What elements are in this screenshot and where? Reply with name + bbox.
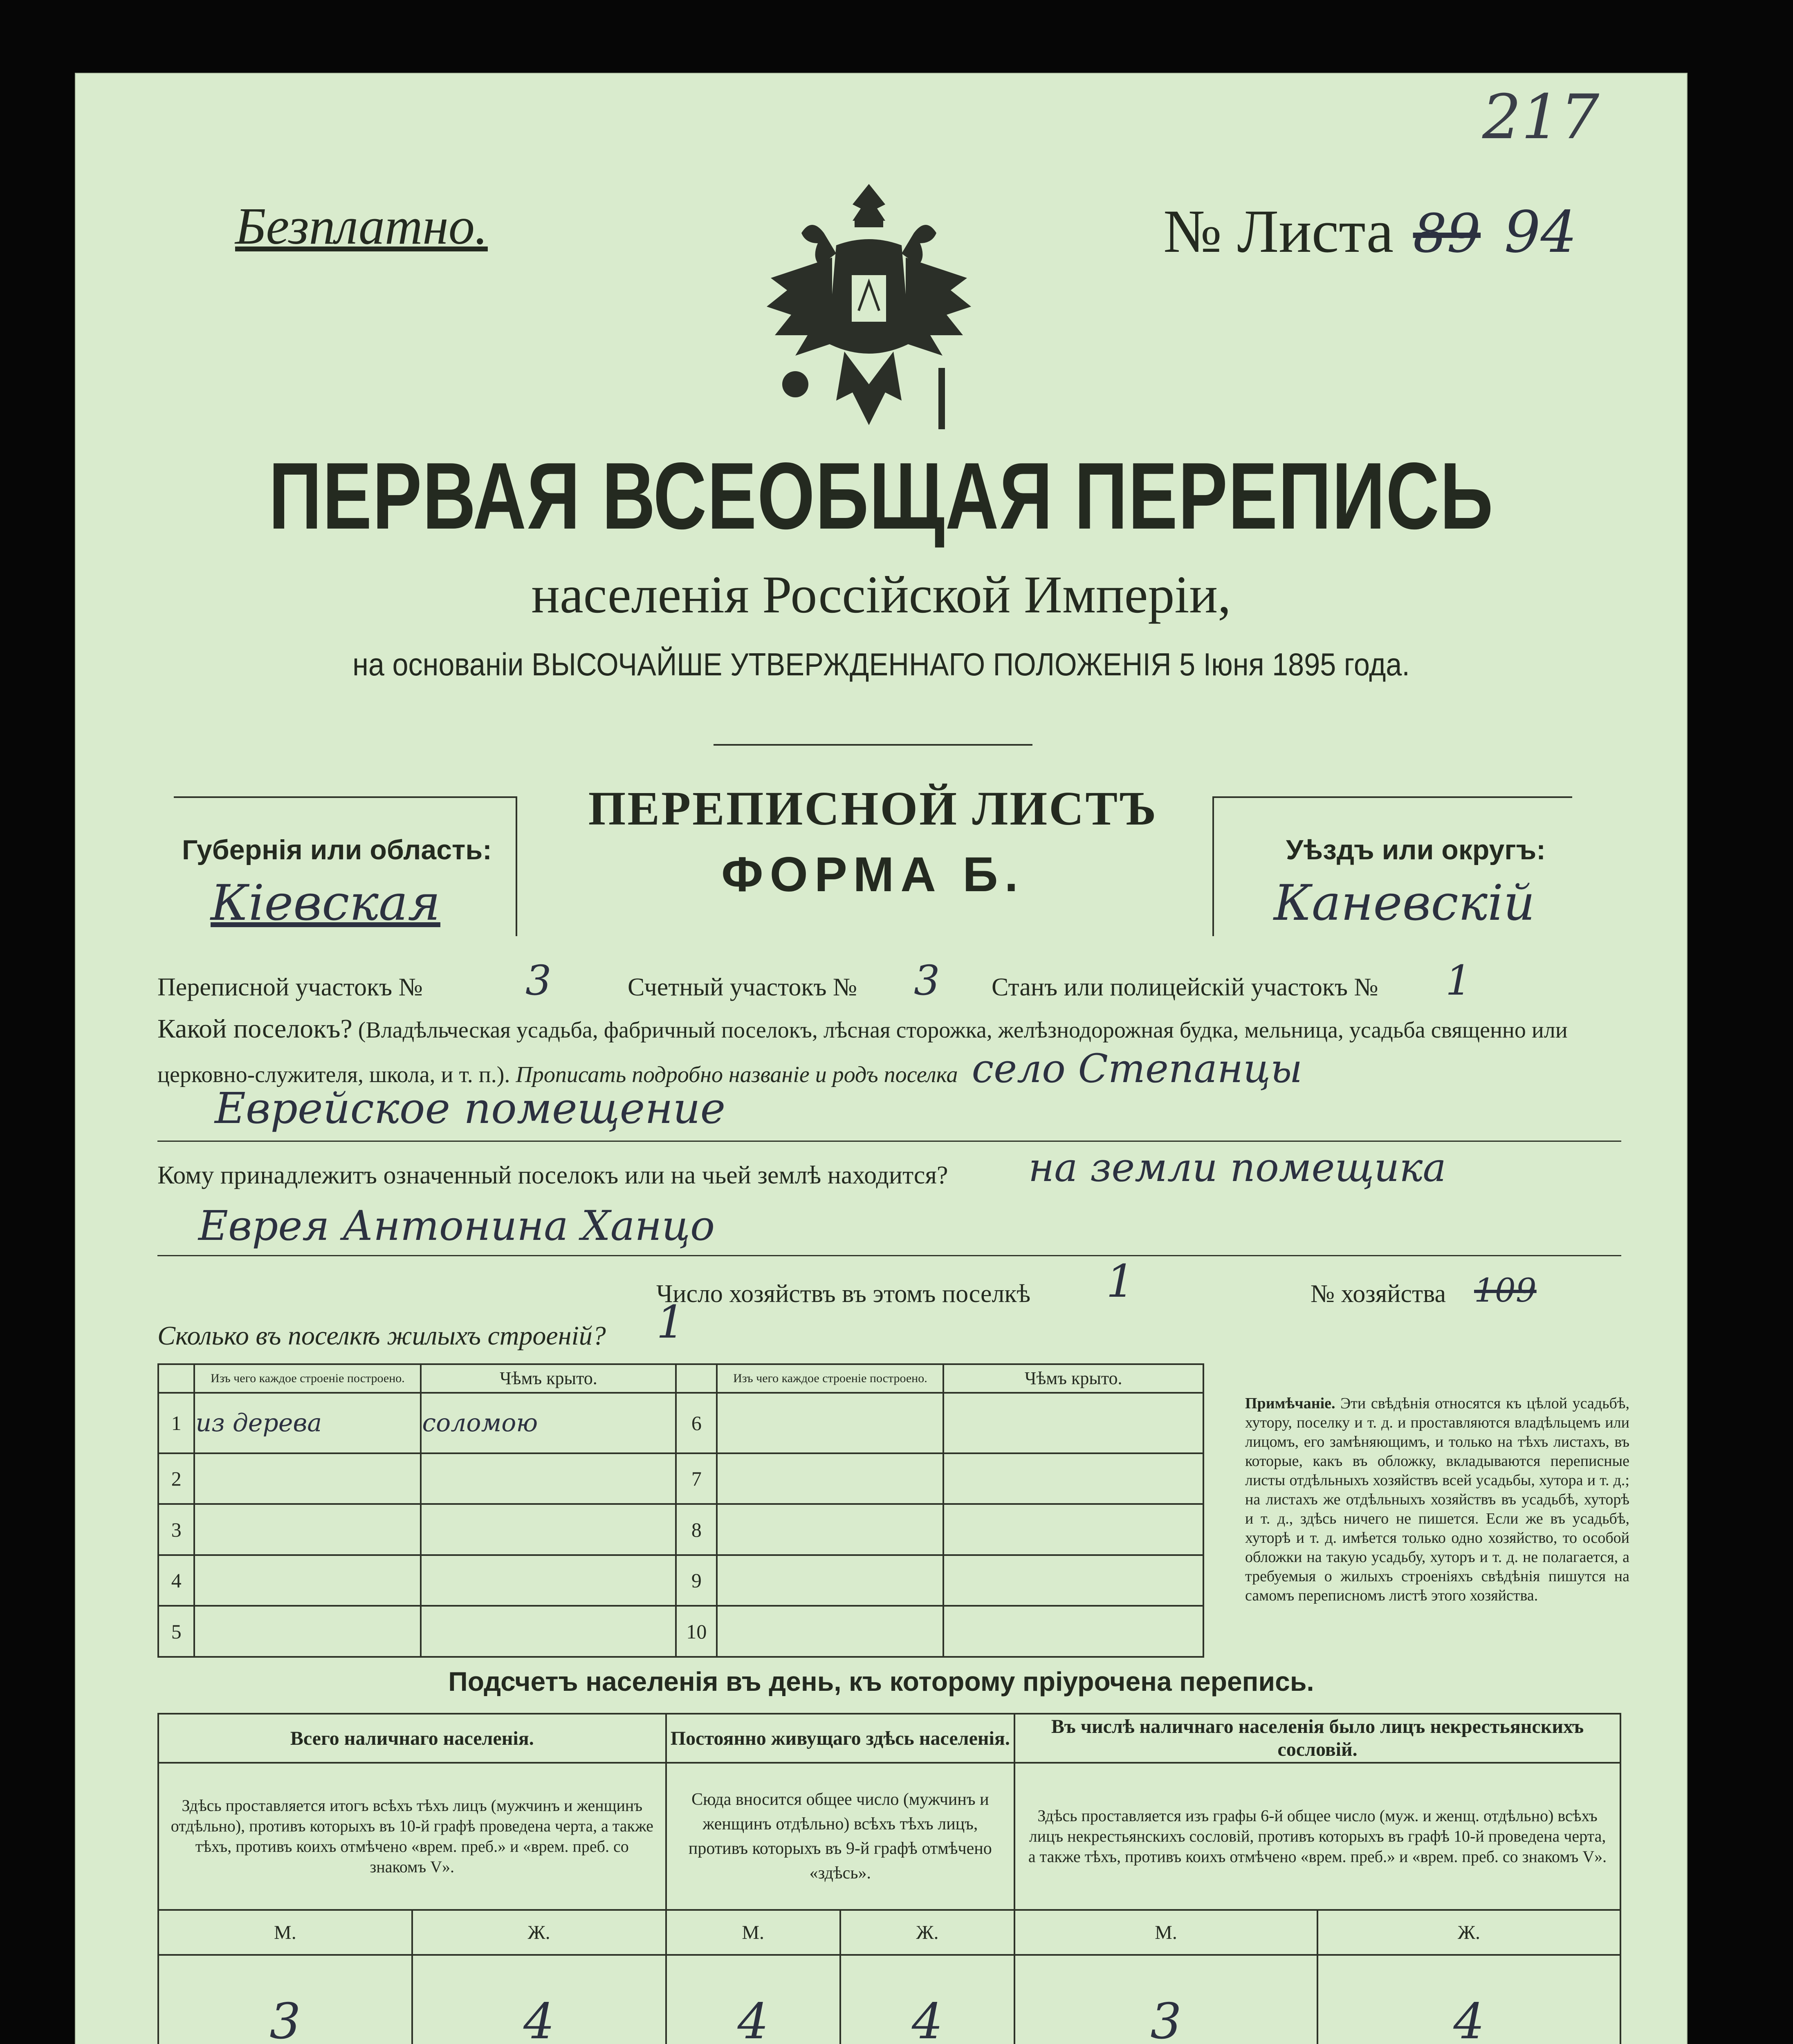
census-area-label: Переписной участокъ № bbox=[157, 973, 423, 1001]
settlement-label: Какой поселокъ? bbox=[157, 1014, 352, 1044]
population-table bbox=[157, 1713, 1621, 2044]
col1-desc: Здѣсь проставляется итогъ всѣхъ тѣхъ лицъ (мужчинъ и женщинъ отдѣльно), противъ которыхъ въ 10-й графѣ проведена черта, а также тѣхъ, противъ коихъ отмѣчено «врем. преб.» и «врем. преб. со знакомъ V». bbox=[158, 1763, 666, 1910]
household-number-value: 109 bbox=[1474, 1271, 1537, 1309]
row-number: 4 bbox=[158, 1555, 194, 1606]
police-area-value: 1 bbox=[1445, 957, 1472, 1004]
row-number: 9 bbox=[676, 1555, 717, 1606]
col-roof-left: Чѣмъ крыто. bbox=[421, 1364, 676, 1393]
table-row bbox=[158, 1504, 1203, 1555]
roof-cell bbox=[421, 1606, 676, 1657]
value-resident-m: 4 bbox=[666, 1955, 840, 2044]
province-box-top bbox=[174, 796, 517, 798]
count-area-value: 3 bbox=[914, 957, 940, 1004]
built-cell bbox=[194, 1555, 421, 1606]
table-row bbox=[158, 1606, 1203, 1657]
m-label: М. bbox=[666, 1910, 840, 1955]
roof-cell: соломою bbox=[421, 1393, 676, 1453]
count-area-label: Счетный участокъ № bbox=[628, 973, 857, 1001]
row-number: 1 bbox=[158, 1393, 194, 1453]
built-cell bbox=[194, 1606, 421, 1657]
population-title: Подсчетъ населенія въ день, къ которому пріурочена перепись. bbox=[448, 1666, 1314, 1697]
main-title: ПЕРВАЯ ВСЕОБЩАЯ ПЕРЕПИСЬ bbox=[268, 443, 1494, 549]
col-built-right: Изъ чего каждое строеніе построено. bbox=[717, 1364, 943, 1393]
built-cell bbox=[194, 1504, 421, 1555]
col2-desc: Сюда вносится общее число (мужчинъ и женщинъ отдѣльно) всѣхъ тѣхъ лицъ, противъ которыхъ въ 9-й графѣ отмѣчено «здѣсь». bbox=[666, 1763, 1015, 1910]
row-number: 8 bbox=[676, 1504, 717, 1555]
col3-head: Въ числѣ наличнаго населенія было лицъ некрестьянскихъ сословій. bbox=[1014, 1714, 1620, 1763]
built-cell bbox=[194, 1453, 421, 1504]
buildings-label: Сколько въ поселкѣ жилыхъ строеній? bbox=[157, 1321, 606, 1351]
m-label: М. bbox=[1014, 1910, 1317, 1955]
value-resident-f: 4 bbox=[840, 1955, 1014, 2044]
col-roof-right: Чѣмъ крыто. bbox=[943, 1364, 1203, 1393]
note bbox=[1245, 1394, 1629, 1605]
row-number: 2 bbox=[158, 1453, 194, 1504]
settlement-block bbox=[157, 1010, 1625, 1094]
owner-label: Кому принадлежитъ означенный поселокъ или на чьей землѣ находится? bbox=[157, 1161, 948, 1189]
sheet-number bbox=[1163, 196, 1577, 267]
double-headed-eagle-icon bbox=[763, 172, 975, 442]
police-area-label: Станъ или полицейскій участокъ № bbox=[992, 973, 1378, 1001]
sheet-number-crossed: 89 bbox=[1413, 202, 1481, 264]
district-value: Каневскій bbox=[1274, 875, 1535, 932]
table-row bbox=[158, 1555, 1203, 1606]
form-title: ПЕРЕПИСНОЙ ЛИСТЪ bbox=[588, 782, 1158, 835]
census-area-value: 3 bbox=[525, 957, 552, 1004]
archive-number: 217 bbox=[1482, 82, 1600, 153]
f-label: Ж. bbox=[412, 1910, 666, 1955]
sheet-number-label: № Листа bbox=[1163, 197, 1394, 265]
province-box-right bbox=[516, 797, 517, 936]
settlement-hint-2: Прописать подробно названіе и родъ поселка bbox=[516, 1062, 958, 1087]
owner-value-2: Еврея Антонина Ханцо bbox=[198, 1202, 715, 1250]
row-number: 3 bbox=[158, 1504, 194, 1555]
row-number: 10 bbox=[676, 1606, 717, 1657]
district-label: Уѣздъ или округъ: bbox=[1286, 834, 1546, 865]
owner-value-1: на земли помещика bbox=[1028, 1145, 1446, 1190]
settlement-hint: (Владѣльческая усадьба, фабричный поселокъ, лѣсная сторожка, желѣзнодорожная будка, мельница, усадьба священно или церковно-служителя, школа, и т. п.). bbox=[157, 1018, 1568, 1087]
roof-cell bbox=[421, 1504, 676, 1555]
row-number: 6 bbox=[676, 1393, 717, 1453]
table-row bbox=[158, 1453, 1203, 1504]
m-label: М. bbox=[158, 1910, 412, 1955]
row-number: 7 bbox=[676, 1453, 717, 1504]
district-box-left bbox=[1212, 797, 1214, 936]
col3-desc: Здѣсь проставляется изъ графы 6-й общее число (муж. и женщ. отдѣльно) всѣхъ лицъ некрестьянскихъ сословій, противъ которыхъ въ графѣ 10-й проведена черта, а также тѣхъ, противъ коихъ отмѣчено «врем. преб.» и «врем. преб. со знакомъ V». bbox=[1014, 1763, 1620, 1910]
households-label: Число хозяйствъ въ этомъ поселкѣ bbox=[656, 1280, 1031, 1308]
buildings-table bbox=[157, 1363, 1204, 1658]
area-row bbox=[157, 957, 1629, 1002]
value-nonpeasant-f: 4 bbox=[1317, 1955, 1620, 2044]
settlement-line bbox=[157, 1141, 1621, 1142]
form-name: ФОРМА Б. bbox=[721, 847, 1025, 902]
note-text: Эти свѣдѣнія относятся къ цѣлой усадьбѣ, хутору, поселку и т. д. и проставляются владѣльцемъ или лицомъ, его замѣняющимъ, и только на тѣхъ листахъ, въ которые, какъ въ обложку, вкладываются переписные листы отдѣльныхъ хозяйствъ всей усадьбы, хутора и т. д.; на листахъ же отдѣльныхъ хозяйствъ въ усадьбѣ, хуторѣ и т. д., здѣсь ничего не пишется. Если же въ усадьбѣ, хуторѣ и т. д. имѣется только одно хозяйство, то особой обложки на такую усадьбу, хуторъ и т. д. не полагается, а требуемыя о жилыхъ строеніяхъ свѣдѣнія пишутся на самомъ переписномъ листѣ этого хозяйства. bbox=[1245, 1395, 1629, 1604]
household-number-label: № хозяйства bbox=[1311, 1280, 1446, 1308]
sheet-number-value: 94 bbox=[1504, 199, 1577, 266]
value-nonpeasant-m: 3 bbox=[1014, 1955, 1317, 2044]
basis-line: на основаніи ВЫСОЧАЙШЕ УТВЕРЖДЕННАГО ПОЛОЖЕНІЯ 5 Іюня 1895 года. bbox=[352, 646, 1410, 682]
f-label: Ж. bbox=[840, 1910, 1014, 1955]
f-label: Ж. bbox=[1317, 1910, 1620, 1955]
district-box-top bbox=[1212, 796, 1572, 798]
value-present-m: 3 bbox=[158, 1955, 412, 2044]
sub-title: населенія Россійской Имперіи, bbox=[531, 565, 1231, 624]
province-value: Кіевская bbox=[211, 875, 440, 932]
households-value: 1 bbox=[1106, 1255, 1135, 1307]
col2-head: Постоянно живущаго здѣсь населенія. bbox=[666, 1714, 1015, 1763]
free-label: Безплатно. bbox=[235, 197, 488, 255]
col1-head: Всего наличнаго населенія. bbox=[158, 1714, 666, 1763]
roof-cell bbox=[421, 1453, 676, 1504]
settlement-value-1: село Степанцы bbox=[972, 1046, 1303, 1091]
value-present-f: 4 bbox=[412, 1955, 666, 2044]
owner-line bbox=[157, 1255, 1621, 1256]
built-cell: из дерева bbox=[194, 1393, 421, 1453]
roof-cell bbox=[421, 1555, 676, 1606]
buildings-value: 1 bbox=[656, 1296, 685, 1348]
row-number: 5 bbox=[158, 1606, 194, 1657]
table-row bbox=[158, 1393, 1203, 1453]
note-lead: Примѣчаніе. bbox=[1245, 1395, 1335, 1412]
province-label: Губернія или область: bbox=[182, 834, 492, 865]
census-sheet bbox=[75, 73, 1688, 2044]
settlement-value-2: Еврейское помещение bbox=[215, 1083, 726, 1133]
title-divider bbox=[714, 744, 1032, 746]
col-built-left: Изъ чего каждое строеніе построено. bbox=[194, 1364, 421, 1393]
